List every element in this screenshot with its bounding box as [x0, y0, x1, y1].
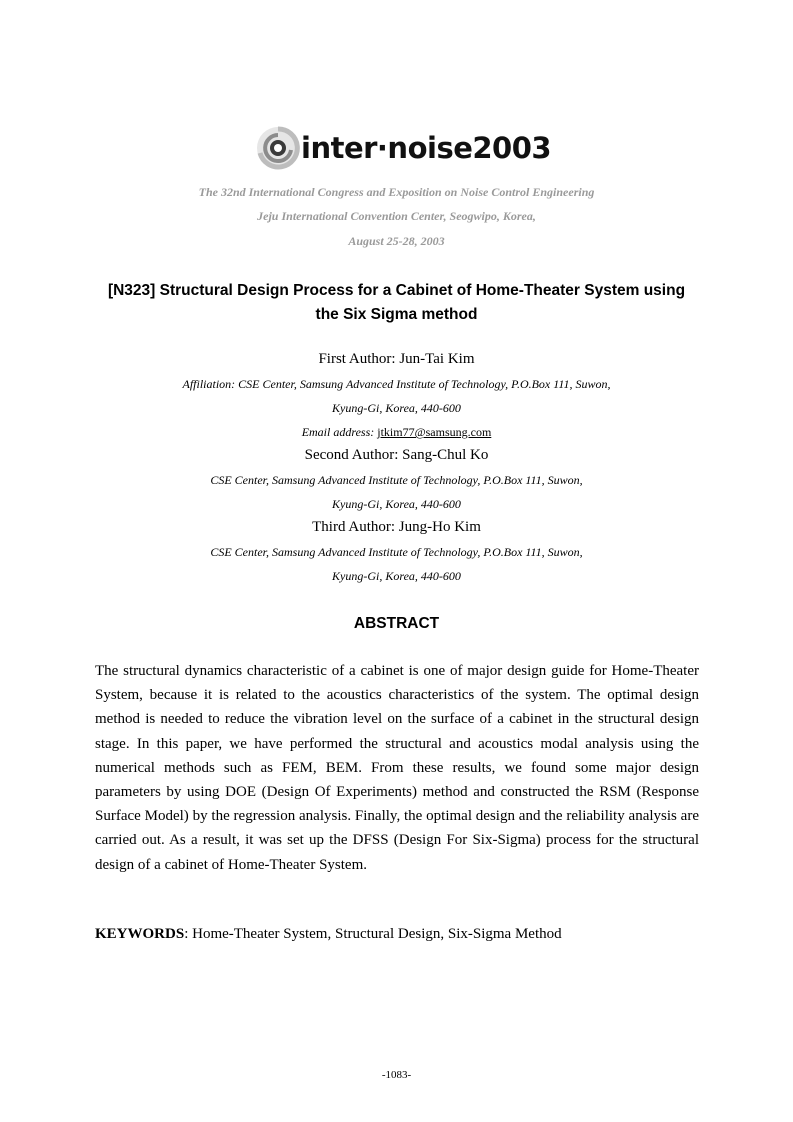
second-author-address: Kyung-Gi, Korea, 440-600: [332, 497, 461, 511]
third-author-affiliation: CSE Center, Samsung Advanced Institute of Technology, P.O.Box 111, Suwon,: [210, 545, 583, 559]
third-author-address: Kyung-Gi, Korea, 440-600: [332, 569, 461, 583]
keywords: [95, 926, 699, 943]
third-author-name: Third Author: Jung-Ho Kim: [312, 519, 481, 535]
swirl-logo-icon: [255, 125, 301, 171]
first-author-name: First Author: Jun-Tai Kim: [318, 351, 475, 367]
logo-text: inter·noise2003: [301, 131, 552, 165]
first-author-affiliation: Affiliation: CSE Center, Samsung Advanced Institute of Technology, P.O.Box 111, Suwon,: [182, 377, 611, 391]
paper-title-line2: the Six Sigma method: [315, 306, 478, 323]
second-author-affiliation: CSE Center, Samsung Advanced Institute of Technology, P.O.Box 111, Suwon,: [210, 473, 583, 487]
email-link[interactable]: jtkim77@samsung.com: [377, 425, 492, 439]
paper-title-line1: [N323] Structural Design Process for a Cabinet of Home-Theater System using: [107, 282, 686, 299]
conference-venue: Jeju International Convention Center, Seogwipo, Korea,: [257, 209, 536, 223]
conference-name: The 32nd International Congress and Exposition on Noise Control Engineering: [198, 185, 595, 199]
abstract-body: The structural dynamics characteristic of a cabinet is one of major design guide for Home-Theater System, because it is related to the acoustics characteristics of the system. The optimal design method is needed to reduce the vibration level on the surface of a cabinet in the structural design stage. In this paper, we have performed the structural and acoustics modal analysis using the numerical methods such as FEM, BEM. From these results, we found some major design parameters by using DOE (Design Of Experiments) method and constructed the RSM (Response Surface Model) by the regression analysis. Finally, the optimal design and the reliability analysis are carried out. As a result, it was set up the DFSS (Design For Six-Sigma) process for the structural design of a cabinet of Home-Theater System.: [95, 663, 699, 873]
conference-logo: [255, 120, 552, 176]
first-author-email-line: [0, 425, 793, 440]
keywords-label: KEYWORDS: [95, 926, 185, 942]
conference-dates: August 25-28, 2003: [348, 234, 445, 248]
abstract-heading: ABSTRACT: [353, 615, 440, 632]
email-label: Email address:: [301, 425, 378, 439]
paper-title: [60, 279, 733, 327]
first-author-address: Kyung-Gi, Korea, 440-600: [332, 401, 461, 415]
keywords-text: : Home-Theater System, Structural Design, Six-Sigma Method: [184, 926, 562, 942]
page-number: -1083-: [381, 1069, 412, 1081]
second-author-name: Second Author: Sang-Chul Ko: [304, 447, 489, 463]
